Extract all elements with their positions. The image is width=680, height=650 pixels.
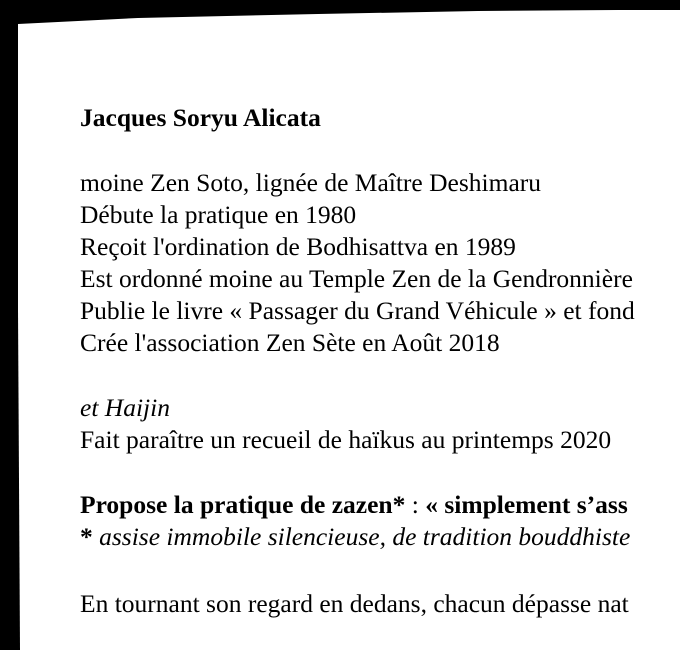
haijin-heading: et Haijin: [80, 393, 170, 422]
footnote-text: assise immobile silencieuse, de tradition bouddhiste: [92, 522, 631, 551]
zazen-bold-text: Propose la pratique de zazen*: [80, 490, 406, 519]
zazen-colon: :: [405, 490, 426, 519]
bio-line: Publie le livre « Passager du Grand Véhicule » et fond: [80, 296, 635, 325]
author-name: Jacques Soryu Alicata: [80, 103, 321, 132]
bio-line: Reçoit l'ordination de Bodhisattva en 1989: [80, 232, 516, 261]
zazen-quote: « simplement s’ass: [425, 490, 628, 519]
zazen-line: [80, 490, 628, 520]
footnote-star: *: [80, 522, 93, 551]
haijin-line: Fait paraître un recueil de haïkus au printemps 2020: [80, 425, 612, 454]
bio-line: moine Zen Soto, lignée de Maître Deshimaru: [80, 168, 542, 197]
bio-line: Est ordonné moine au Temple Zen de la Gendronnière: [80, 264, 633, 293]
closing-line: En tournant son regard en dedans, chacun dépasse nat: [80, 589, 629, 618]
bio-line: Débute la pratique en 1980: [80, 200, 357, 229]
footnote-line: [80, 522, 630, 552]
bio-line: Crée l'association Zen Sète en Août 2018: [80, 328, 500, 357]
